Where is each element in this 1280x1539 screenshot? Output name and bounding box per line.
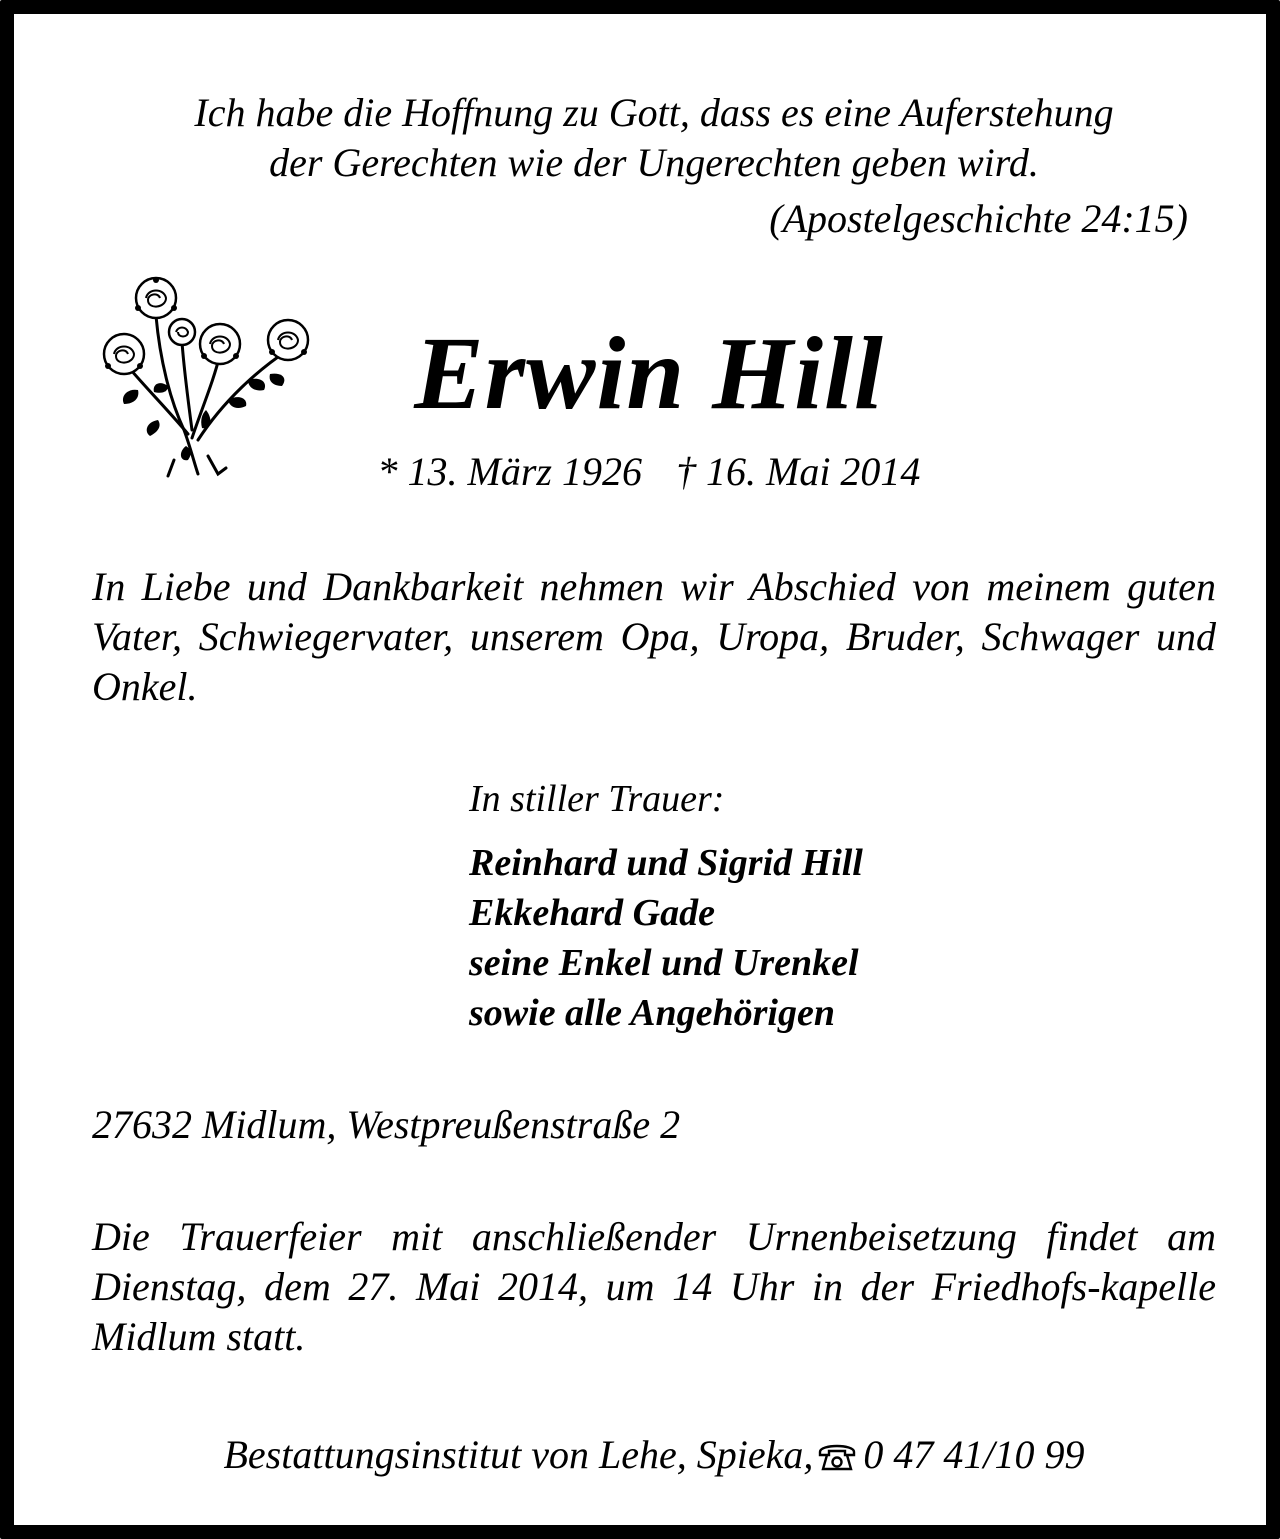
address: 27632 Midlum, Westpreußenstraße 2 xyxy=(92,1102,681,1147)
mourner-item: sowie alle Angehörigen xyxy=(469,992,835,1034)
bible-verse xyxy=(92,88,1216,188)
funeral-home xyxy=(92,1430,1216,1484)
telephone-icon xyxy=(817,1434,857,1484)
birth-date: * 13. März 1926 xyxy=(377,449,642,494)
verse-line-2: der Gerechten wie der Ungerechten geben wird. xyxy=(269,140,1039,185)
mourner-item: Ekkehard Gade xyxy=(469,892,715,934)
funeral-home-name: Bestattungsinstitut von Lehe, Spieka, xyxy=(223,1432,814,1477)
mourner-item: Reinhard und Sigrid Hill xyxy=(469,842,863,884)
verse-reference: (Apostelgeschichte 24:15) xyxy=(769,196,1188,241)
mourner-item: seine Enkel und Urenkel xyxy=(469,942,859,984)
funeral-home-phone: 0 47 41/10 99 xyxy=(863,1432,1085,1477)
mourners-list xyxy=(469,838,863,1038)
life-dates xyxy=(354,446,944,498)
mourning-heading: In stiller Trauer: xyxy=(469,778,725,820)
verse-line-1: Ich habe die Hoffnung zu Gott, dass es eine Auferstehung xyxy=(194,90,1114,135)
deceased-name: Erwin Hill xyxy=(414,316,884,431)
farewell-text: In Liebe und Dankbarkeit nehmen wir Abschied von meinem guten Vater, Schwiegervater, unserem Opa, Uropa, Bruder, Schwager und Onkel. xyxy=(92,564,1216,709)
death-date: † 16. Mai 2014 xyxy=(676,449,921,494)
roses-bouquet-icon xyxy=(98,270,322,482)
ceremony-text: Die Trauerfeier mit anschließender Urnenbeisetzung findet am Dienstag, dem 27. Mai 2014, um 14 Uhr in der Friedhofs-kapelle Midlum statt. xyxy=(92,1214,1216,1359)
